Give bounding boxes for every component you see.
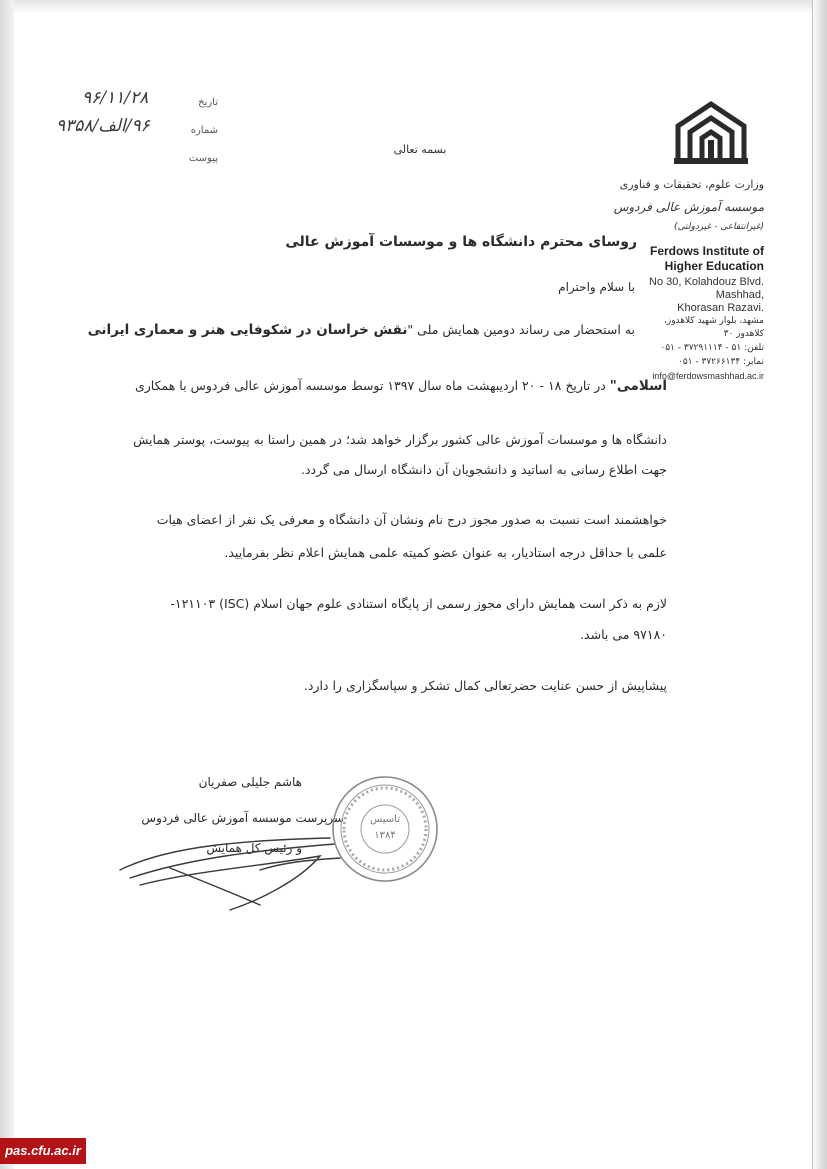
date-value: ۹۶/۱۱/۲۸ (82, 88, 149, 108)
page-fold-edge (812, 0, 827, 1169)
basmala: بسمه تعالی (393, 143, 447, 156)
paragraph1-line2-plain: در تاریخ ۱۸ - ۲۰ اردیبهشت ماه سال ۱۳۹۷ توسط موسسه آموزش عالی فردوس با همکاری (134, 378, 610, 393)
handwritten-signature (110, 810, 350, 920)
paragraph1-line3: دانشگاه ها و موسسات آموزش عالی کشور برگزار خواهد شد؛ در همین راستا به پیوست، پوستر همایش (133, 432, 667, 447)
address-en-line3: Khorasan Razavi. (677, 302, 764, 314)
paragraph1-line1 (88, 320, 635, 340)
institution-name-en-line1: Ferdows Institute of (650, 244, 764, 258)
address-en-line1: No 30, Kolahdouz Blvd. (649, 276, 764, 288)
paragraph3-line1: لازم به ذکر است همایش دارای مجوز رسمی از پایگاه استنادی علوم جهان اسلام (ISC) ۱۲۱۱۰۳- (170, 596, 667, 611)
date-label: تاریخ (198, 97, 218, 108)
institution-nonprofit: (غیرانتفاعی - غیردولتی) (674, 222, 764, 232)
conference-title: نقش خراسان در شکوفایی هنر و معماری ایرانی (87, 322, 408, 338)
fax-number: نمابر: ۳۷۲۶۶۱۳۴ - ۰۵۱ (678, 357, 764, 367)
stamp-center-text: تاسیس (370, 814, 400, 825)
official-stamp (330, 774, 440, 884)
address-fa-line1: مشهد، بلوار شهید کلاهدوز، (663, 316, 764, 326)
scan-edge-top (0, 0, 827, 12)
paragraph1-line4: جهت اطلاع رسانی به اساتید و دانشجویان آن دانشگاه ارسال می گردد. (301, 462, 667, 477)
attachment-label: پیوست (188, 153, 218, 164)
paragraph2-line1: خواهشمند است نسبت به صدور مجوز درج نام ونشان آن دانشگاه و معرفی یک نفر از اعضای هیات (156, 512, 667, 527)
site-watermark-badge: pas.cfu.ac.ir (0, 1138, 86, 1164)
stamp-year: ۱۳۸۴ (374, 830, 396, 841)
address-fa-line2: کلاهدوز ۳۰ (723, 329, 764, 339)
signatory-title-line2: و رئیس کل همایش (206, 841, 302, 855)
institution-name-en-line2: Higher Education (664, 259, 764, 273)
paragraph2-line2: علمی با حداقل درجه استادیار، به عنوان عضو کمیته علمی همایش اعلام نظر بفرمایید. (224, 545, 667, 560)
paragraph1-line2 (135, 376, 667, 396)
phone-number: تلفن: ۵۱ - ۳۷۲۹۱۱۱۴ - ۰۵۱ (660, 343, 764, 353)
scan-shade-left (0, 0, 14, 1169)
number-value: ۹۶/الف/۹۳۵۸ (56, 116, 150, 136)
number-label: شماره (190, 125, 218, 136)
signatory-name: هاشم جلیلی صفریان (198, 775, 302, 789)
address-en-line2: Mashhad, (715, 289, 764, 301)
conference-title-end: اسلامی" (609, 378, 667, 394)
paragraph1-line1-plain: به استحضار می رساند دومین همایش ملی " (407, 322, 635, 337)
institution-name-fa: موسسه آموزش عالی فردوس (613, 200, 764, 214)
closing-paragraph: پیشاپیش از حسن عنایت حضرتعالی کمال تشکر و سپاسگزاری را دارد. (303, 678, 667, 693)
greeting-line: با سلام واحترام (558, 280, 635, 294)
paragraph3-line2: ۹۷۱۸۰ می باشد. (580, 627, 667, 642)
institution-logo (670, 98, 752, 168)
recipient-line: روسای محترم دانشگاه ها و موسسات آموزش عالی (285, 234, 637, 250)
signatory-title-line1: سرپرست موسسه آموزش عالی فردوس (141, 811, 344, 825)
ministry-name: وزارت علوم، تحقیقات و فناوری (619, 178, 764, 191)
email-address: info@ferdowsmashhad.ac.ir (652, 371, 764, 381)
